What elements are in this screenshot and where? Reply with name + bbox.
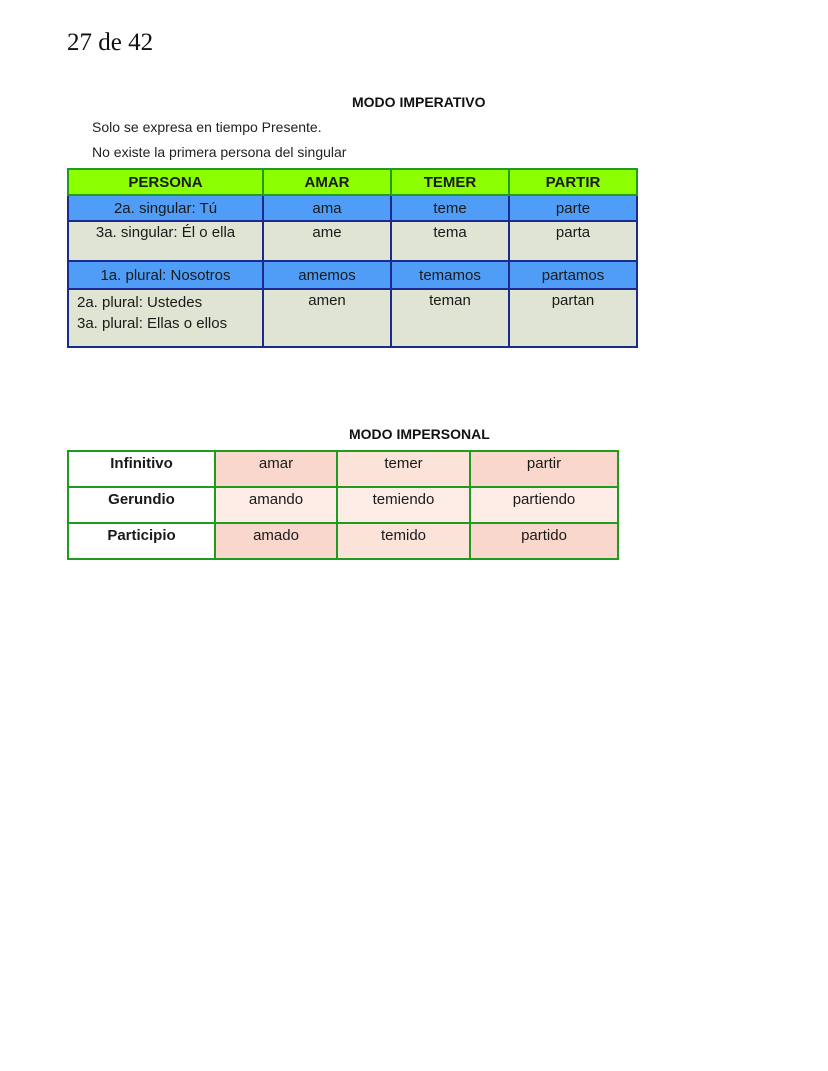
imperative-table [67, 168, 638, 348]
table-row [68, 523, 618, 559]
table-header-row [68, 169, 637, 195]
partir-cell: partido [470, 523, 618, 559]
table-row [68, 221, 637, 261]
form-label: Gerundio [68, 487, 215, 523]
temer-cell: teman [391, 289, 509, 347]
amar-cell: amen [263, 289, 391, 347]
imperative-note-1: Solo se expresa en tiempo Presente. [92, 119, 322, 135]
imperative-title: MODO IMPERATIVO [352, 94, 486, 110]
form-label: Participio [68, 523, 215, 559]
temer-cell: temer [337, 451, 470, 487]
temer-cell: teme [391, 195, 509, 221]
persona-line: 2a. plural: Ustedes [77, 294, 203, 311]
persona-cell [68, 289, 263, 347]
header-persona: PERSONA [68, 169, 263, 195]
persona-cell: 1a. plural: Nosotros [68, 261, 263, 289]
amar-cell: amemos [263, 261, 391, 289]
header-temer: TEMER [391, 169, 509, 195]
table-row [68, 487, 618, 523]
temer-cell: tema [391, 221, 509, 261]
amar-cell: amando [215, 487, 337, 523]
table-row [68, 451, 618, 487]
persona-line: 3a. plural: Ellas o ellos [77, 315, 228, 332]
impersonal-title: MODO IMPERSONAL [349, 426, 490, 442]
partir-cell: partiendo [470, 487, 618, 523]
persona-cell: 2a. singular: Tú [68, 195, 263, 221]
form-label: Infinitivo [68, 451, 215, 487]
header-partir: PARTIR [509, 169, 637, 195]
amar-cell: ame [263, 221, 391, 261]
partir-cell: partamos [509, 261, 637, 289]
persona-cell: 3a. singular: Él o ella [68, 221, 263, 261]
impersonal-table [67, 450, 619, 560]
amar-cell: amado [215, 523, 337, 559]
header-amar: AMAR [263, 169, 391, 195]
partir-cell: parte [509, 195, 637, 221]
page-number: 27 de 42 [67, 29, 154, 56]
partir-cell: parta [509, 221, 637, 261]
temer-cell: temiendo [337, 487, 470, 523]
amar-cell: amar [215, 451, 337, 487]
temer-cell: temido [337, 523, 470, 559]
partir-cell: partir [470, 451, 618, 487]
table-row [68, 261, 637, 289]
table-row [68, 289, 637, 347]
partir-cell: partan [509, 289, 637, 347]
amar-cell: ama [263, 195, 391, 221]
imperative-note-2: No existe la primera persona del singular [92, 144, 347, 160]
table-row [68, 195, 637, 221]
temer-cell: temamos [391, 261, 509, 289]
